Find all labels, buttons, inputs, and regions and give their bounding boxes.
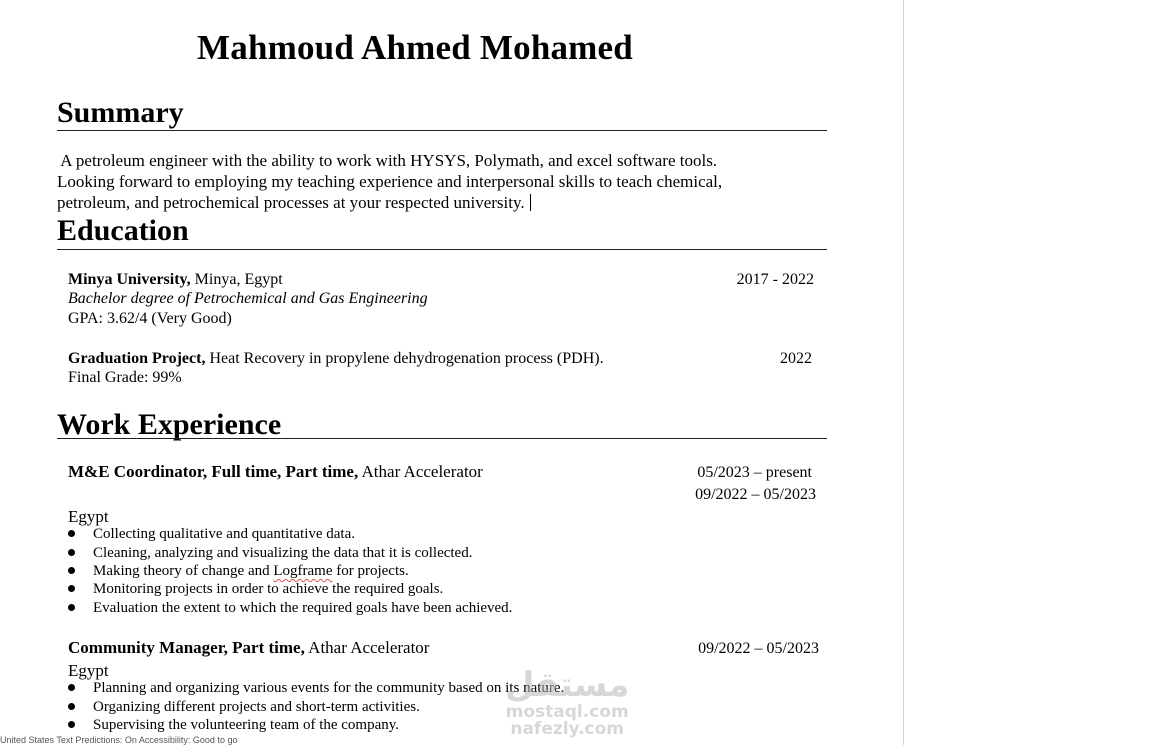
- spelling-flagged-word[interactable]: Logframe: [273, 563, 333, 579]
- summary-heading: Summary: [57, 96, 184, 129]
- education-rule: [57, 249, 827, 250]
- list-item: Organizing different projects and short-term activities.: [68, 699, 420, 716]
- education-entry-1-header: Minya University, Minya, Egypt: [68, 271, 283, 288]
- job-2-dates: 09/2022 – 05/2023: [698, 640, 819, 657]
- text-cursor: [530, 194, 531, 211]
- education-entry-1-gpa: GPA: 3.62/4 (Very Good): [68, 310, 232, 327]
- bullet-icon: [68, 703, 75, 710]
- list-item: Evaluation the extent to which the required goals have been achieved.: [68, 600, 512, 617]
- status-bar: United States Text Predictions: On Accessibility: Good to go: [0, 736, 238, 745]
- job-2-header: Community Manager, Part time, Athar Accelerator: [68, 638, 430, 657]
- watermark: مستقل mostaql.com nafezly.com: [505, 665, 630, 739]
- summary-rule: [57, 130, 827, 131]
- education-entry-1-degree: Bachelor degree of Petrochemical and Gas Engineering: [68, 290, 428, 307]
- work-heading: Work Experience: [57, 408, 282, 441]
- education-entry-1-dates: 2017 - 2022: [736, 271, 814, 288]
- bullet-icon: [68, 585, 75, 592]
- job-1-location: Egypt: [68, 507, 109, 526]
- work-rule: [57, 438, 827, 439]
- education-entry-2-dates: 2022: [780, 350, 812, 367]
- list-item: Collecting qualitative and quantitative data.: [68, 526, 355, 543]
- list-item: Planning and organizing various events for the community based on its nature.: [68, 680, 564, 697]
- list-item: Monitoring projects in order to achieve the required goals.: [68, 581, 443, 598]
- summary-line-2: Looking forward to employing my teaching experience and interpersonal skills to teach chemical,: [57, 172, 723, 191]
- bullet-icon: [68, 721, 75, 728]
- bullet-icon: [68, 567, 75, 574]
- bullet-icon: [68, 549, 75, 556]
- list-item: Supervising the volunteering team of the company.: [68, 717, 399, 734]
- education-entry-2-grade: Final Grade: 99%: [68, 369, 182, 386]
- workspace-background: [904, 0, 1152, 745]
- summary-line-3: petroleum, and petrochemical processes at your respected university.: [57, 193, 531, 213]
- job-1-dates-previous: 09/2022 – 05/2023: [695, 486, 816, 503]
- list-item: Making theory of change and Logframe for projects.: [68, 563, 409, 580]
- job-1-header: M&E Coordinator, Full time, Part time, Athar Accelerator: [68, 462, 483, 481]
- bullet-icon: [68, 604, 75, 611]
- summary-line-1: A petroleum engineer with the ability to work with HYSYS, Polymath, and excel software tools.: [57, 151, 718, 170]
- bullet-icon: [68, 684, 75, 691]
- bullet-icon: [68, 530, 75, 537]
- education-entry-2-header: Graduation Project, Heat Recovery in propylene dehydrogenation process (PDH).: [68, 350, 604, 367]
- job-2-location: Egypt: [68, 661, 109, 680]
- resume-name: Mahmoud Ahmed Mohamed: [197, 28, 633, 67]
- job-1-dates-current: 05/2023 – present: [697, 464, 812, 481]
- education-heading: Education: [57, 214, 189, 247]
- list-item: Cleaning, analyzing and visualizing the data that it is collected.: [68, 545, 472, 562]
